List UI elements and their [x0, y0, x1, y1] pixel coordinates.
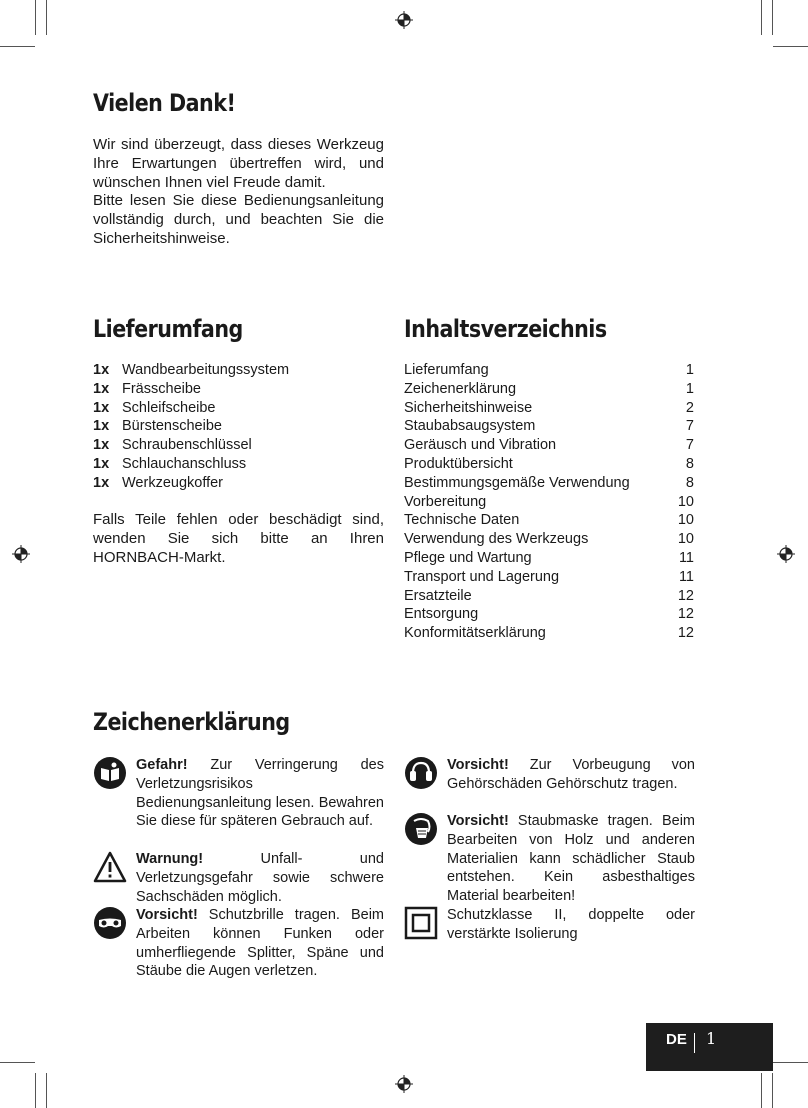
crop-mark: [0, 1062, 35, 1063]
thanks-paragraph-2: Bitte lesen Sie diese Bedienungsanleitung vollständig durch, und beachten Sie die Sicherheitshinweise.: [93, 192, 384, 247]
warning-triangle-icon: [93, 850, 127, 884]
toc-entry: Lieferumfang 1: [404, 362, 694, 378]
symbol-class2: [404, 906, 695, 946]
language-code: DE: [666, 1031, 687, 1048]
scope-item: 1x Schleifscheibe: [93, 399, 216, 416]
ear-protection-icon: [404, 756, 438, 790]
registration-mark-icon: [395, 11, 413, 29]
symbol-mask: [404, 812, 695, 905]
scope-item: 1x Bürstenscheibe: [93, 418, 222, 435]
toc-entry: Ersatzteile 12: [404, 587, 694, 604]
toc-entry: Verwendung des Werkzeugs 10: [404, 531, 694, 548]
crop-mark: [0, 46, 35, 47]
thanks-title: Vielen Dank!: [93, 89, 236, 117]
crop-mark: [773, 46, 808, 47]
toc-entry: Produktübersicht 8: [404, 455, 694, 472]
crop-mark: [35, 0, 36, 35]
crop-mark: [761, 1073, 762, 1108]
scope-list: [93, 361, 393, 493]
read-manual-icon: [93, 756, 127, 790]
scope-note: Falls Teile fehlen oder beschädigt sind, wenden Sie sich bitte an Ihren HORNBACH-Markt.: [93, 511, 384, 566]
symbol-warning: [93, 850, 384, 905]
thanks-text: [93, 136, 384, 249]
scope-item: 1x Werkzeugkoffer: [93, 474, 224, 491]
scope-title: Lieferumfang: [93, 315, 243, 343]
dust-mask-icon: [404, 812, 438, 846]
toc-entry: Konformitätserklärung 12: [404, 625, 694, 642]
crop-mark: [46, 1073, 47, 1108]
scope-item: 1x Frässcheibe: [93, 380, 201, 397]
scope-item: 1x Wandbearbeitungssystem: [93, 362, 290, 378]
toc-entry: Zeichenerklärung 1: [404, 380, 694, 397]
toc-entry: Entsorgung 12: [404, 606, 694, 623]
toc-entry: Bestimmungsgemäße Verwendung 8: [404, 474, 694, 491]
symbol-goggles-text: Vorsicht! Schutzbrille tragen. Beim Arbeiten können Funken oder umherfliegende Splitter, Späne und Stäube die Augen verletzen.: [136, 907, 384, 980]
toc-entry: Staubabsaugsystem 7: [404, 418, 694, 435]
scope-item: 1x Schlauchanschluss: [93, 455, 247, 472]
toc-entry: Sicherheitshinweise 2: [404, 399, 694, 416]
toc-entry: Transport und Lagerung 11: [404, 568, 694, 585]
divider: [694, 1033, 695, 1053]
safety-goggles-icon: [93, 906, 127, 940]
symbols-title: Zeichenerklärung: [93, 708, 290, 736]
symbol-goggles: [93, 906, 384, 986]
toc-entry: Technische Daten 10: [404, 512, 694, 529]
crop-mark: [761, 0, 762, 35]
thanks-paragraph-1: Wir sind überzeugt, dass dieses Werkzeug Ihre Erwartungen übertreffen wird, und wünschen Ihnen viel Freude damit.: [93, 136, 384, 191]
toc-title: Inhaltsverzeichnis: [404, 315, 607, 343]
crop-mark: [46, 0, 47, 35]
symbol-class2-text: Schutzklasse II, doppelte oder verstärkte Isolierung: [447, 907, 695, 942]
symbol-manual-text: Gefahr! Zur Verringerung des Verletzungsrisikos Bedienungsanleitung lesen. Bewahren Sie diese für späteren Gebrauch auf.: [136, 757, 384, 830]
protection-class-ii-icon: [404, 906, 438, 940]
toc-entry: Pflege und Wartung 11: [404, 549, 694, 566]
registration-mark-icon: [777, 545, 795, 563]
page-number-box: [646, 1023, 773, 1071]
symbol-warning-text: Warnung! Unfall- und Verletzungsgefahr sowie schwere Sachschäden möglich.: [136, 851, 384, 905]
scope-item: 1x Schraubenschlüssel: [93, 437, 252, 454]
crop-mark: [773, 1062, 808, 1063]
symbol-mask-text: Vorsicht! Staubmaske tragen. Beim Bearbeiten von Holz und anderen Materialien kann schädlicher Staub entstehen. Kein asbesthaltiges Material bearbeiten!: [447, 813, 695, 905]
crop-mark: [772, 1073, 773, 1108]
toc-entry: Geräusch und Vibration 7: [404, 437, 694, 454]
registration-mark-icon: [395, 1075, 413, 1093]
crop-mark: [35, 1073, 36, 1108]
symbol-ear: [404, 756, 695, 796]
crop-mark: [772, 0, 773, 35]
page-number: 1: [706, 1029, 717, 1048]
toc-entry: Vorbereitung 10: [404, 493, 694, 510]
registration-mark-icon: [12, 545, 30, 563]
toc-list: [404, 361, 694, 643]
symbol-manual: [93, 756, 384, 836]
symbol-ear-text: Vorsicht! Zur Vorbeugung von Gehörschäden Gehörschutz tragen.: [447, 757, 695, 792]
